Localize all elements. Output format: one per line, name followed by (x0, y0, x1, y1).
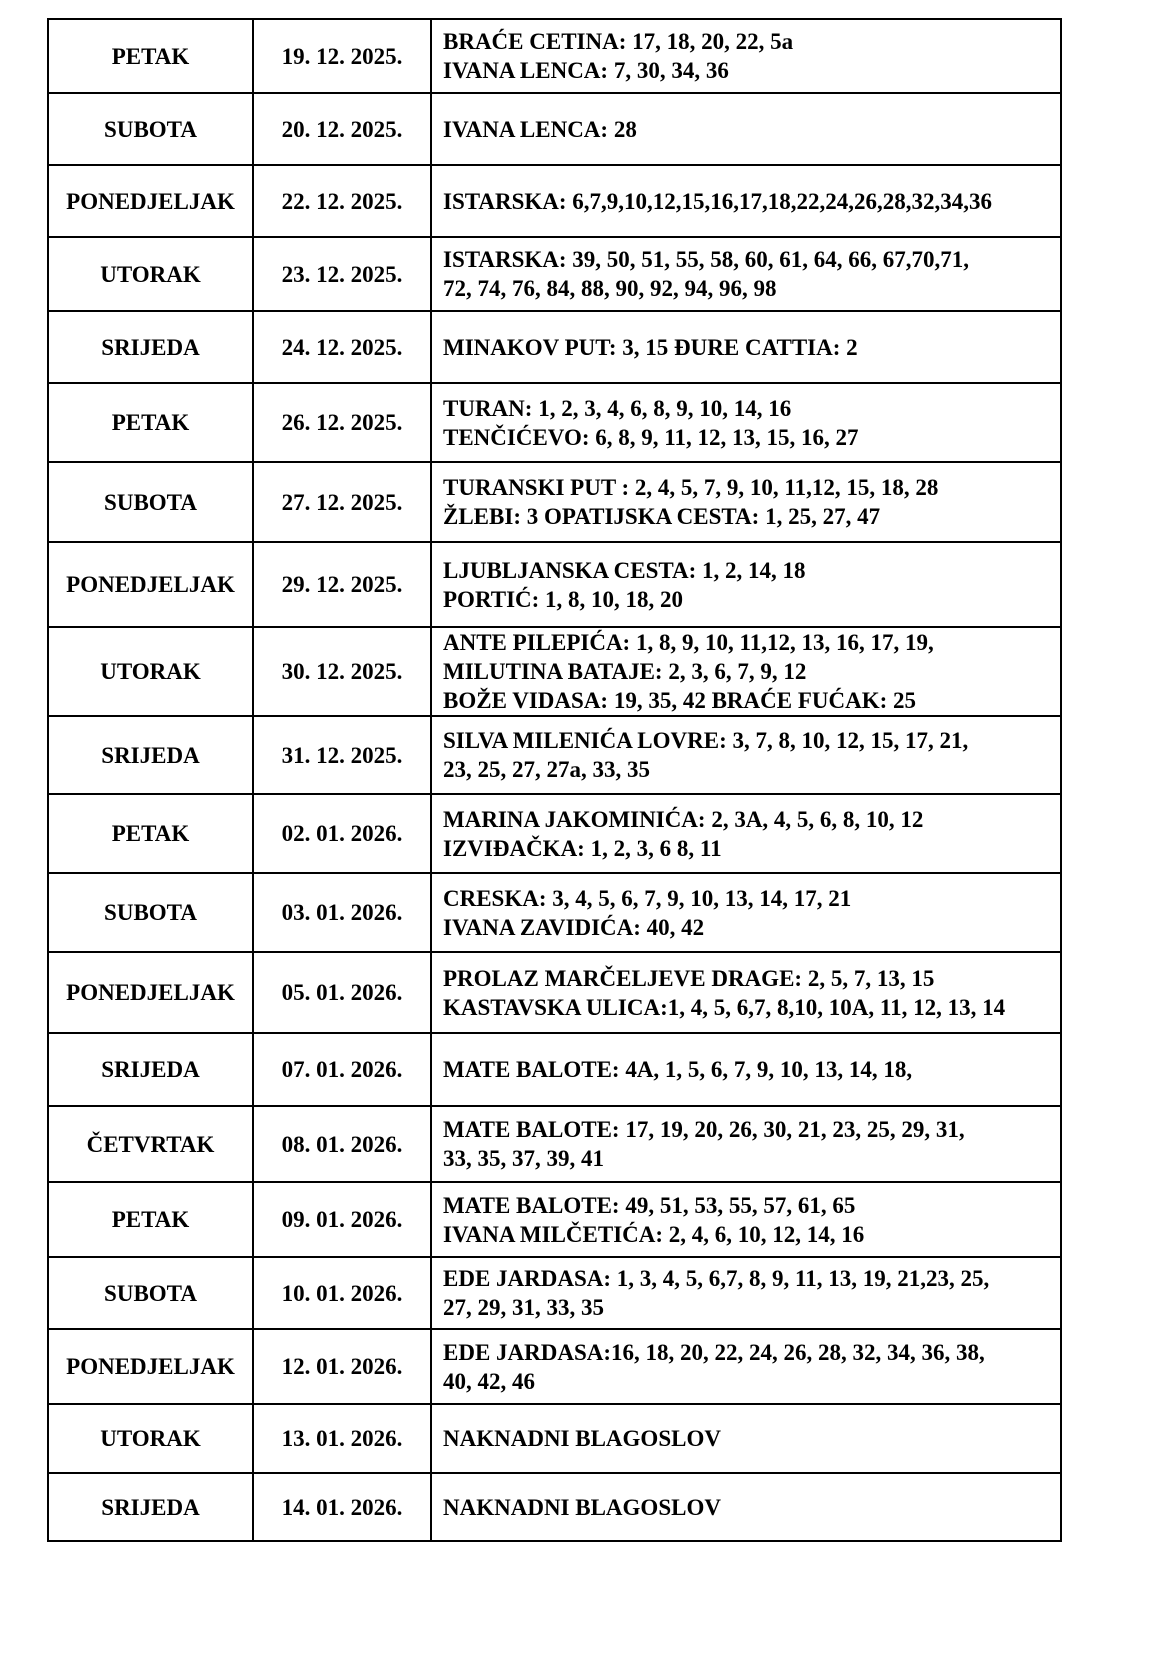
day-cell: ČETVRTAK (48, 1106, 253, 1182)
date-cell: 26. 12. 2025. (253, 383, 431, 462)
date-cell: 24. 12. 2025. (253, 311, 431, 383)
day-cell: PONEDJELJAK (48, 952, 253, 1033)
schedule-row (48, 873, 1061, 952)
blessing-schedule-table (47, 18, 1062, 1542)
address-line: TENČIĆEVO: 6, 8, 9, 11, 12, 13, 15, 16, 27 (443, 424, 859, 450)
day-cell: SUBOTA (48, 93, 253, 165)
day-cell: PETAK (48, 1182, 253, 1257)
date-cell: 14. 01. 2026. (253, 1473, 431, 1541)
addresses-cell (431, 873, 1061, 952)
date-cell: 03. 01. 2026. (253, 873, 431, 952)
addresses-cell (431, 542, 1061, 627)
schedule-row (48, 1257, 1061, 1329)
addresses-cell (431, 1404, 1061, 1473)
day-cell: UTORAK (48, 237, 253, 311)
day-cell: SRIJEDA (48, 1033, 253, 1106)
schedule-row (48, 19, 1061, 93)
schedule-row (48, 237, 1061, 311)
schedule-row (48, 627, 1061, 716)
day-cell: PONEDJELJAK (48, 542, 253, 627)
address-line: EDE JARDASA:16, 18, 20, 22, 24, 26, 28, 32, 34, 36, 38, (443, 1339, 985, 1365)
addresses-cell (431, 794, 1061, 873)
day-cell: UTORAK (48, 1404, 253, 1473)
address-line: IZVIĐAČKA: 1, 2, 3, 6 8, 11 (443, 835, 722, 861)
address-line: ISTARSKA: 6,7,9,10,12,15,16,17,18,22,24,26,28,32,34,36 (443, 188, 993, 214)
schedule-row (48, 311, 1061, 383)
address-line: MILUTINA BATAJE: 2, 3, 6, 7, 9, 12 (443, 659, 807, 684)
day-cell: SRIJEDA (48, 716, 253, 794)
schedule-row (48, 462, 1061, 542)
day-cell: PETAK (48, 383, 253, 462)
address-line: ISTARSKA: 39, 50, 51, 55, 58, 60, 61, 64, 66, 67,70,71, (443, 247, 970, 272)
date-cell: 23. 12. 2025. (253, 237, 431, 311)
address-line: IVANA LENCA: 7, 30, 34, 36 (443, 58, 729, 83)
day-cell: SUBOTA (48, 873, 253, 952)
addresses-cell (431, 716, 1061, 794)
date-cell: 22. 12. 2025. (253, 165, 431, 237)
day-cell: PETAK (48, 794, 253, 873)
date-cell: 10. 01. 2026. (253, 1257, 431, 1329)
address-line: IVANA LENCA: 28 (443, 116, 637, 142)
address-line: 33, 35, 37, 39, 41 (443, 1146, 604, 1171)
addresses-cell (431, 93, 1061, 165)
schedule-body (48, 19, 1061, 1541)
address-line: NAKNADNI BLAGOSLOV (443, 1494, 721, 1520)
schedule-row (48, 794, 1061, 873)
address-line: 27, 29, 31, 33, 35 (443, 1295, 604, 1320)
address-line: TURAN: 1, 2, 3, 4, 6, 8, 9, 10, 14, 16 (443, 395, 792, 421)
day-cell: PETAK (48, 19, 253, 93)
address-line: MATE BALOTE: 49, 51, 53, 55, 57, 61, 65 (443, 1192, 856, 1218)
schedule-row (48, 165, 1061, 237)
addresses-cell (431, 462, 1061, 542)
address-line: MATE BALOTE: 4A, 1, 5, 6, 7, 9, 10, 13, 14, 18, (443, 1057, 913, 1082)
date-cell: 02. 01. 2026. (253, 794, 431, 873)
date-cell: 20. 12. 2025. (253, 93, 431, 165)
address-line: BRAĆE CETINA: 17, 18, 20, 22, 5a (443, 29, 794, 54)
day-cell: UTORAK (48, 627, 253, 716)
addresses-cell (431, 237, 1061, 311)
address-line: 23, 25, 27, 27a, 33, 35 (443, 757, 650, 782)
address-line: MATE BALOTE: 17, 19, 20, 26, 30, 21, 23, 25, 29, 31, (443, 1117, 965, 1142)
date-cell: 05. 01. 2026. (253, 952, 431, 1033)
address-line: EDE JARDASA: 1, 3, 4, 5, 6,7, 8, 9, 11, 13, 19, 21,23, 25, (443, 1266, 990, 1291)
day-cell: SRIJEDA (48, 311, 253, 383)
date-cell: 31. 12. 2025. (253, 716, 431, 794)
schedule-row (48, 383, 1061, 462)
addresses-cell (431, 952, 1061, 1033)
addresses-cell (431, 311, 1061, 383)
date-cell: 13. 01. 2026. (253, 1404, 431, 1473)
addresses-cell (431, 1033, 1061, 1106)
date-cell: 19. 12. 2025. (253, 19, 431, 93)
addresses-cell (431, 1257, 1061, 1329)
addresses-cell (431, 165, 1061, 237)
schedule-row (48, 1329, 1061, 1404)
schedule-row (48, 1404, 1061, 1473)
addresses-cell (431, 1473, 1061, 1541)
addresses-cell (431, 1329, 1061, 1404)
date-cell: 30. 12. 2025. (253, 627, 431, 716)
address-line: CRESKA: 3, 4, 5, 6, 7, 9, 10, 13, 14, 17, 21 (443, 885, 852, 911)
address-line: 40, 42, 46 (443, 1368, 535, 1394)
addresses-cell (431, 19, 1061, 93)
address-line: NAKNADNI BLAGOSLOV (443, 1426, 721, 1451)
day-cell: SUBOTA (48, 1257, 253, 1329)
address-line: ŽLEBI: 3 OPATIJSKA CESTA: 1, 25, 27, 47 (443, 504, 881, 529)
address-line: ANTE PILEPIĆA: 1, 8, 9, 10, 11,12, 13, 16, 17, 19, (443, 630, 934, 655)
date-cell: 27. 12. 2025. (253, 462, 431, 542)
date-cell: 08. 01. 2026. (253, 1106, 431, 1182)
date-cell: 07. 01. 2026. (253, 1033, 431, 1106)
day-cell: PONEDJELJAK (48, 165, 253, 237)
date-cell: 09. 01. 2026. (253, 1182, 431, 1257)
day-cell: PONEDJELJAK (48, 1329, 253, 1404)
schedule-row (48, 716, 1061, 794)
schedule-row (48, 952, 1061, 1033)
address-line: PORTIĆ: 1, 8, 10, 18, 20 (443, 586, 684, 612)
address-line: LJUBLJANSKA CESTA: 1, 2, 14, 18 (443, 557, 806, 583)
address-line: PROLAZ MARČELJEVE DRAGE: 2, 5, 7, 13, 15 (443, 965, 935, 991)
addresses-cell (431, 1182, 1061, 1257)
addresses-cell (431, 1106, 1061, 1182)
schedule-row (48, 1473, 1061, 1541)
address-line: IVANA MILČETIĆA: 2, 4, 6, 10, 12, 14, 16 (443, 1221, 865, 1247)
schedule-row (48, 93, 1061, 165)
addresses-cell (431, 383, 1061, 462)
day-cell: SRIJEDA (48, 1473, 253, 1541)
date-cell: 12. 01. 2026. (253, 1329, 431, 1404)
address-line: KASTAVSKA ULICA:1, 4, 5, 6,7, 8,10, 10A, 11, 12, 13, 14 (443, 994, 1006, 1020)
schedule-row (48, 1106, 1061, 1182)
address-line: SILVA MILENIĆA LOVRE: 3, 7, 8, 10, 12, 15, 17, 21, (443, 728, 969, 753)
address-line: BOŽE VIDASA: 19, 35, 42 BRAĆE FUĆAK: 25 (443, 688, 917, 713)
addresses-cell (431, 627, 1061, 716)
address-line: 72, 74, 76, 84, 88, 90, 92, 94, 96, 98 (443, 276, 777, 301)
schedule-row (48, 542, 1061, 627)
schedule-row (48, 1182, 1061, 1257)
address-line: MINAKOV PUT: 3, 15 ĐURE CATTIA: 2 (443, 334, 858, 360)
address-line: TURANSKI PUT : 2, 4, 5, 7, 9, 10, 11,12, 15, 18, 28 (443, 475, 939, 500)
address-line: IVANA ZAVIDIĆA: 40, 42 (443, 914, 705, 940)
address-line: MARINA JAKOMINIĆA: 2, 3A, 4, 5, 6, 8, 10, 12 (443, 806, 924, 832)
date-cell: 29. 12. 2025. (253, 542, 431, 627)
schedule-row (48, 1033, 1061, 1106)
day-cell: SUBOTA (48, 462, 253, 542)
